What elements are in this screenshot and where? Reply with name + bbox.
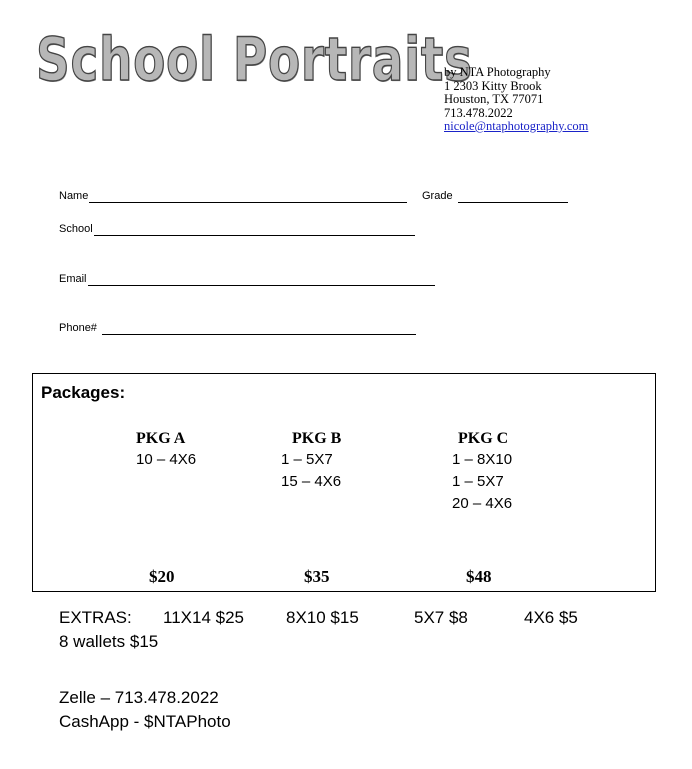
contact-email-link[interactable]: nicole@ntaphotography.com bbox=[444, 119, 589, 133]
payment-cashapp: CashApp - $NTAPhoto bbox=[59, 712, 231, 731]
by-line: by NTA Photography bbox=[444, 65, 551, 79]
payment-zelle: Zelle – 713.478.2022 bbox=[59, 688, 219, 707]
school-field[interactable] bbox=[59, 222, 415, 236]
grade-line[interactable] bbox=[458, 192, 568, 203]
extras-label: EXTRAS: bbox=[59, 608, 132, 627]
packages-title: Packages: bbox=[41, 383, 126, 402]
packages-box bbox=[32, 373, 656, 592]
payment-section bbox=[59, 686, 231, 734]
extras-item: 4X6 $5 bbox=[524, 608, 578, 627]
package-name: PKG A bbox=[136, 430, 186, 447]
address-line-2: Houston, TX 77071 bbox=[444, 92, 544, 106]
extras-item: 5X7 $8 bbox=[414, 608, 468, 627]
package-item: 20 – 4X6 bbox=[452, 495, 513, 512]
extras-row bbox=[59, 606, 578, 630]
name-line[interactable] bbox=[89, 192, 407, 203]
package-item: 1 – 5X7 bbox=[281, 451, 333, 468]
contact-phone: 713.478.2022 bbox=[444, 105, 513, 120]
package-name: PKG C bbox=[458, 430, 509, 447]
package-item: 1 – 5X7 bbox=[452, 473, 504, 490]
email-line[interactable] bbox=[88, 275, 435, 286]
name-field[interactable] bbox=[59, 189, 407, 203]
package-price: $48 bbox=[466, 567, 492, 586]
package-item: 15 – 4X6 bbox=[281, 473, 342, 490]
package-b bbox=[281, 429, 341, 493]
school-label: School bbox=[59, 223, 93, 235]
package-price: $35 bbox=[304, 567, 330, 586]
package-item: 1 – 8X10 bbox=[452, 451, 513, 468]
extras-section bbox=[59, 606, 578, 654]
grade-label: Grade bbox=[422, 190, 453, 202]
grade-field[interactable] bbox=[422, 189, 568, 203]
email-label: Email bbox=[59, 273, 87, 285]
phone-line[interactable] bbox=[102, 324, 416, 335]
email-field[interactable] bbox=[59, 272, 435, 286]
extras-wallets: 8 wallets $15 bbox=[59, 632, 159, 651]
phone-field[interactable] bbox=[59, 321, 416, 335]
name-label: Name bbox=[59, 190, 89, 202]
contact-block bbox=[444, 66, 588, 134]
package-price: $20 bbox=[149, 567, 175, 586]
phone-label: Phone# bbox=[59, 322, 97, 334]
address-line-1: 1 2303 Kitty Brook bbox=[444, 78, 542, 93]
package-c bbox=[452, 429, 512, 515]
package-name: PKG B bbox=[292, 430, 342, 447]
package-item: 10 – 4X6 bbox=[136, 451, 197, 468]
package-a bbox=[136, 429, 196, 471]
extras-item: 11X14 $25 bbox=[163, 608, 244, 627]
page-title: School Portraits bbox=[36, 25, 473, 95]
extras-item: 8X10 $15 bbox=[286, 608, 359, 627]
school-line[interactable] bbox=[94, 225, 415, 236]
